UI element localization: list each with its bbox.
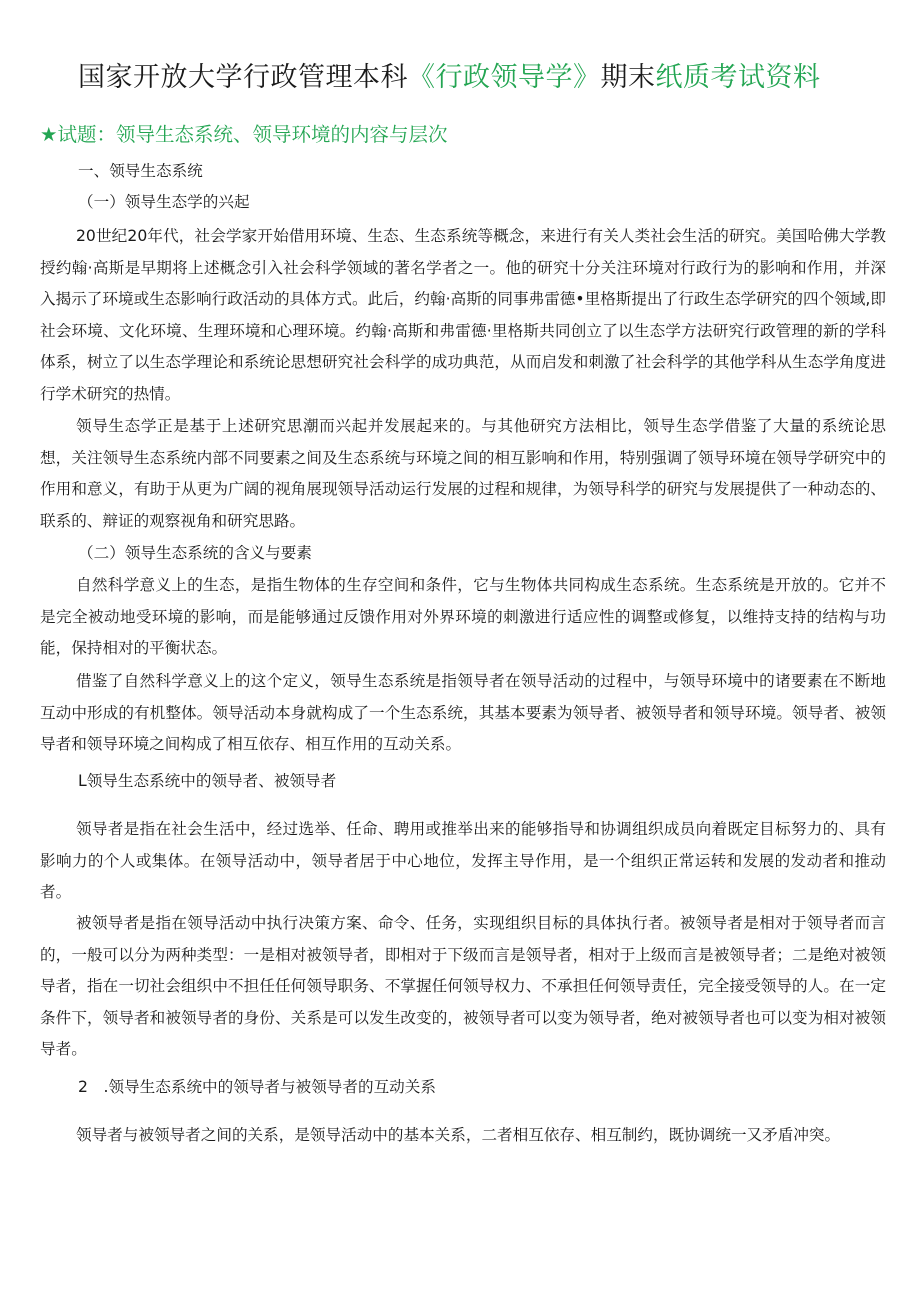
title-part-4: 纸质考试资料 bbox=[655, 62, 821, 93]
paragraph-6: 被领导者是指在领导活动中执行决策方案、命令、任务，实现组织目标的具体执行者。被领导者是相对于领导者而言的，一般可以分为两种类型：一是相对被领导者，即相对于下级而言是领导者，相对于上级而言是被领导者；二是绝对被领导者，指在一切社会组织中不担任任何领导职务、不掌握任何领导权力、不承担任何领导责任，完全接受领导的人。在一定条件下，领导者和被领导者的身份、关系是可以发生改变的，被领导者可以变为领导者，绝对被领导者也可以变为相对被领导者。 bbox=[40, 914, 886, 1058]
paragraph-1: 20世纪20年代，社会学家开始借用环境、生态、生态系统等概念，来进行有关人类社会生活的研究。美国哈佛大学教授约翰·高斯是早期将上述概念引入社会科学领域的著名学者之一。他的研究十分关注环境对行政行为的影响和作用，并深入揭示了环境或生态影响行政活动的具体方式。此后，约翰·高斯的同事弗雷德•里格斯提出了行政生态学研究的四个领域,即社会环境、文化环境、生理环境和心理环境。约翰·高斯和弗雷德·里格斯共同创立了以生态学方法研究行政管理的新的学科体系，树立了以生态学理论和系统论思想研究社会科学的成功典范，从而启发和刺激了社会科学的其他学科从生态学角度进行学术研究的热情。 bbox=[40, 227, 886, 403]
title-course-name: 《行政领导学》 bbox=[408, 62, 601, 93]
section-heading-1: 一、领导生态系统 bbox=[78, 162, 203, 180]
item-heading-1: L领导生态系统中的领导者、被领导者 bbox=[78, 772, 337, 790]
document-title bbox=[78, 58, 821, 98]
paragraph-2: 领导生态学正是基于上述研究思潮而兴起并发展起来的。与其他研究方法相比，领导生态学借鉴了大量的系统论思想，关注领导生态系统内部不同要素之间及生态系统与环境之间的相互影响和作用，特别强调了领导环境在领导学研究中的作用和意义，有助于从更为广阔的视角展现领导活动运行发展的过程和规律，为领导科学的研究与发展提供了一种动态的、联系的、辩证的观察视角和研究思路。 bbox=[40, 417, 886, 530]
item-heading-2: 2 .领导生态系统中的领导者与被领导者的互动关系 bbox=[78, 1078, 436, 1096]
paragraph-7: 领导者与被领导者之间的关系，是领导活动中的基本关系，二者相互依存、相互制约，既协调统一又矛盾冲突。 bbox=[76, 1126, 841, 1144]
paragraph-4: 借鉴了自然科学意义上的这个定义，领导生态系统是指领导者在领导活动的过程中，与领导环境中的诸要素在不断地互动中形成的有机整体。领导活动本身就构成了一个生态系统，其基本要素为领导者、被领导者和领导环境。领导者、被领导者和领导环境之间构成了相互依存、相互作用的互动关系。 bbox=[40, 672, 886, 753]
question-title: ★试题：领导生态系统、领导环境的内容与层次 bbox=[40, 123, 448, 146]
paragraph-3: 自然科学意义上的生态，是指生物体的生存空间和条件，它与生物体共同构成生态系统。生态系统是开放的。它并不是完全被动地受环境的影响，而是能够通过反馈作用对外界环境的刺激进行适应性的调整或修复，以维持支持的结构与功能，保持相对的平衡状态。 bbox=[40, 576, 886, 657]
title-part-3: 期末 bbox=[600, 62, 656, 93]
subsection-heading-2: （二）领导生态系统的含义与要素 bbox=[78, 544, 312, 562]
paragraph-5: 领导者是指在社会生活中，经过选举、任命、聘用或推举出来的能够指导和协调组织成员向着既定目标努力的、具有影响力的个人或集体。在领导活动中，领导者居于中心地位，发挥主导作用，是一个组织正常运转和发展的发动者和推动者。 bbox=[40, 820, 886, 901]
title-part-1: 国家开放大学行政管理本科 bbox=[78, 62, 408, 93]
subsection-heading-1: （一）领导生态学的兴起 bbox=[78, 193, 250, 211]
